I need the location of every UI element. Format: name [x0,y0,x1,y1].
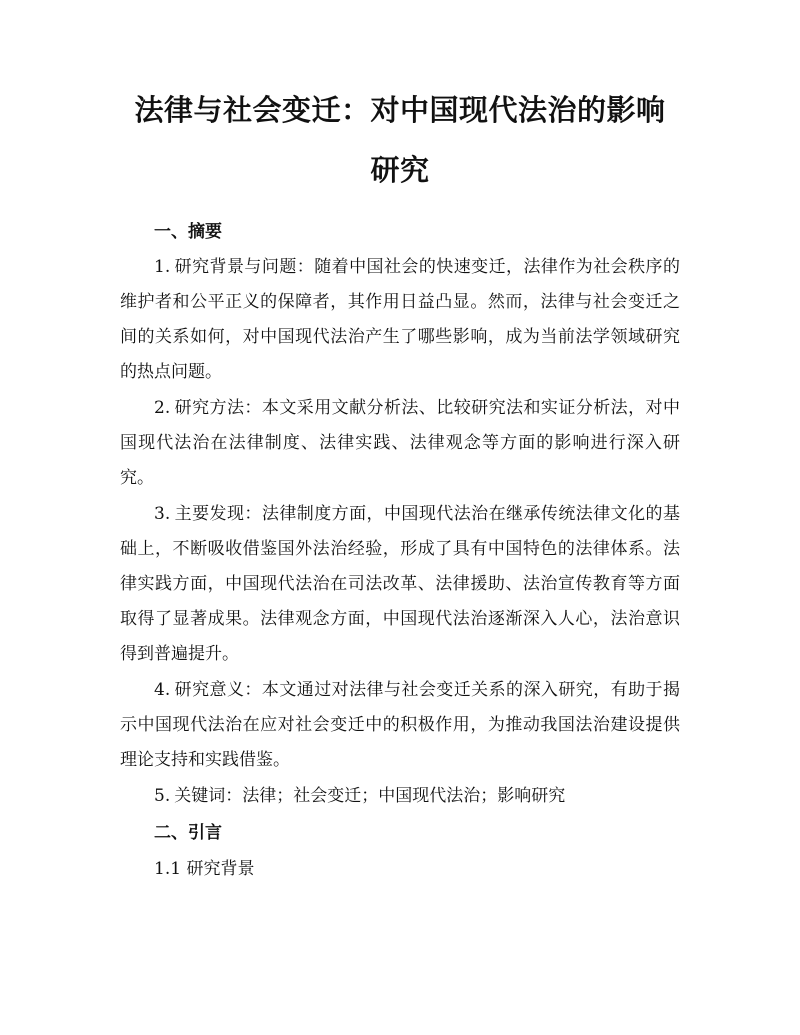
paragraph-number: 1. [154,257,171,277]
paragraph-number: 4. [154,680,171,700]
paragraph-text: 研究方法：本文采用文献分析法、比较研究法和实证分析法，对中国现代法治在法律制度、法律实践、法律观念等方面的影响进行深入研究。 [120,398,680,488]
section-heading-introduction: 二、引言 [154,823,222,843]
subsection-heading-research-background: 1.1 研究背景 [154,859,255,879]
abstract-paragraph-3 [120,497,680,672]
section-heading-abstract: 一、摘要 [154,222,222,242]
abstract-paragraph-1 [120,250,680,390]
paragraph-number: 3. [154,504,171,524]
abstract-paragraph-2 [120,391,680,496]
paragraph-text: 关键词：法律；社会变迁；中国现代法治；影响研究 [174,786,566,806]
paragraph-text: 研究意义：本文通过对法律与社会变迁关系的深入研究，有助于揭示中国现代法治在应对社会变迁中的积极作用，为推动我国法治建设提供理论支持和实践借鉴。 [120,680,680,770]
paragraph-text: 研究背景与问题：随着中国社会的快速变迁，法律作为社会秩序的维护者和公平正义的保障者，其作用日益凸显。然而，法律与社会变迁之间的关系如何，对中国现代法治产生了哪些影响，成为当前法学领域研究的热点问题。 [120,257,680,382]
paragraph-text: 主要发现：法律制度方面，中国现代法治在继承传统法律文化的基础上，不断吸收借鉴国外法治经验，形成了具有中国特色的法律体系。法律实践方面，中国现代法治在司法改革、法律援助、法治宣传教育等方面取得了显著成果。法律观念方面，中国现代法治逐渐深入人心，法治意识得到普遍提升。 [120,504,680,664]
paragraph-number: 5. [154,786,171,806]
abstract-paragraph-5-keywords [120,779,680,814]
paragraph-number: 2. [154,398,171,418]
abstract-paragraph-4 [120,673,680,778]
document-title: 法律与社会变迁：对中国现代法治的影响研究 [134,93,666,187]
